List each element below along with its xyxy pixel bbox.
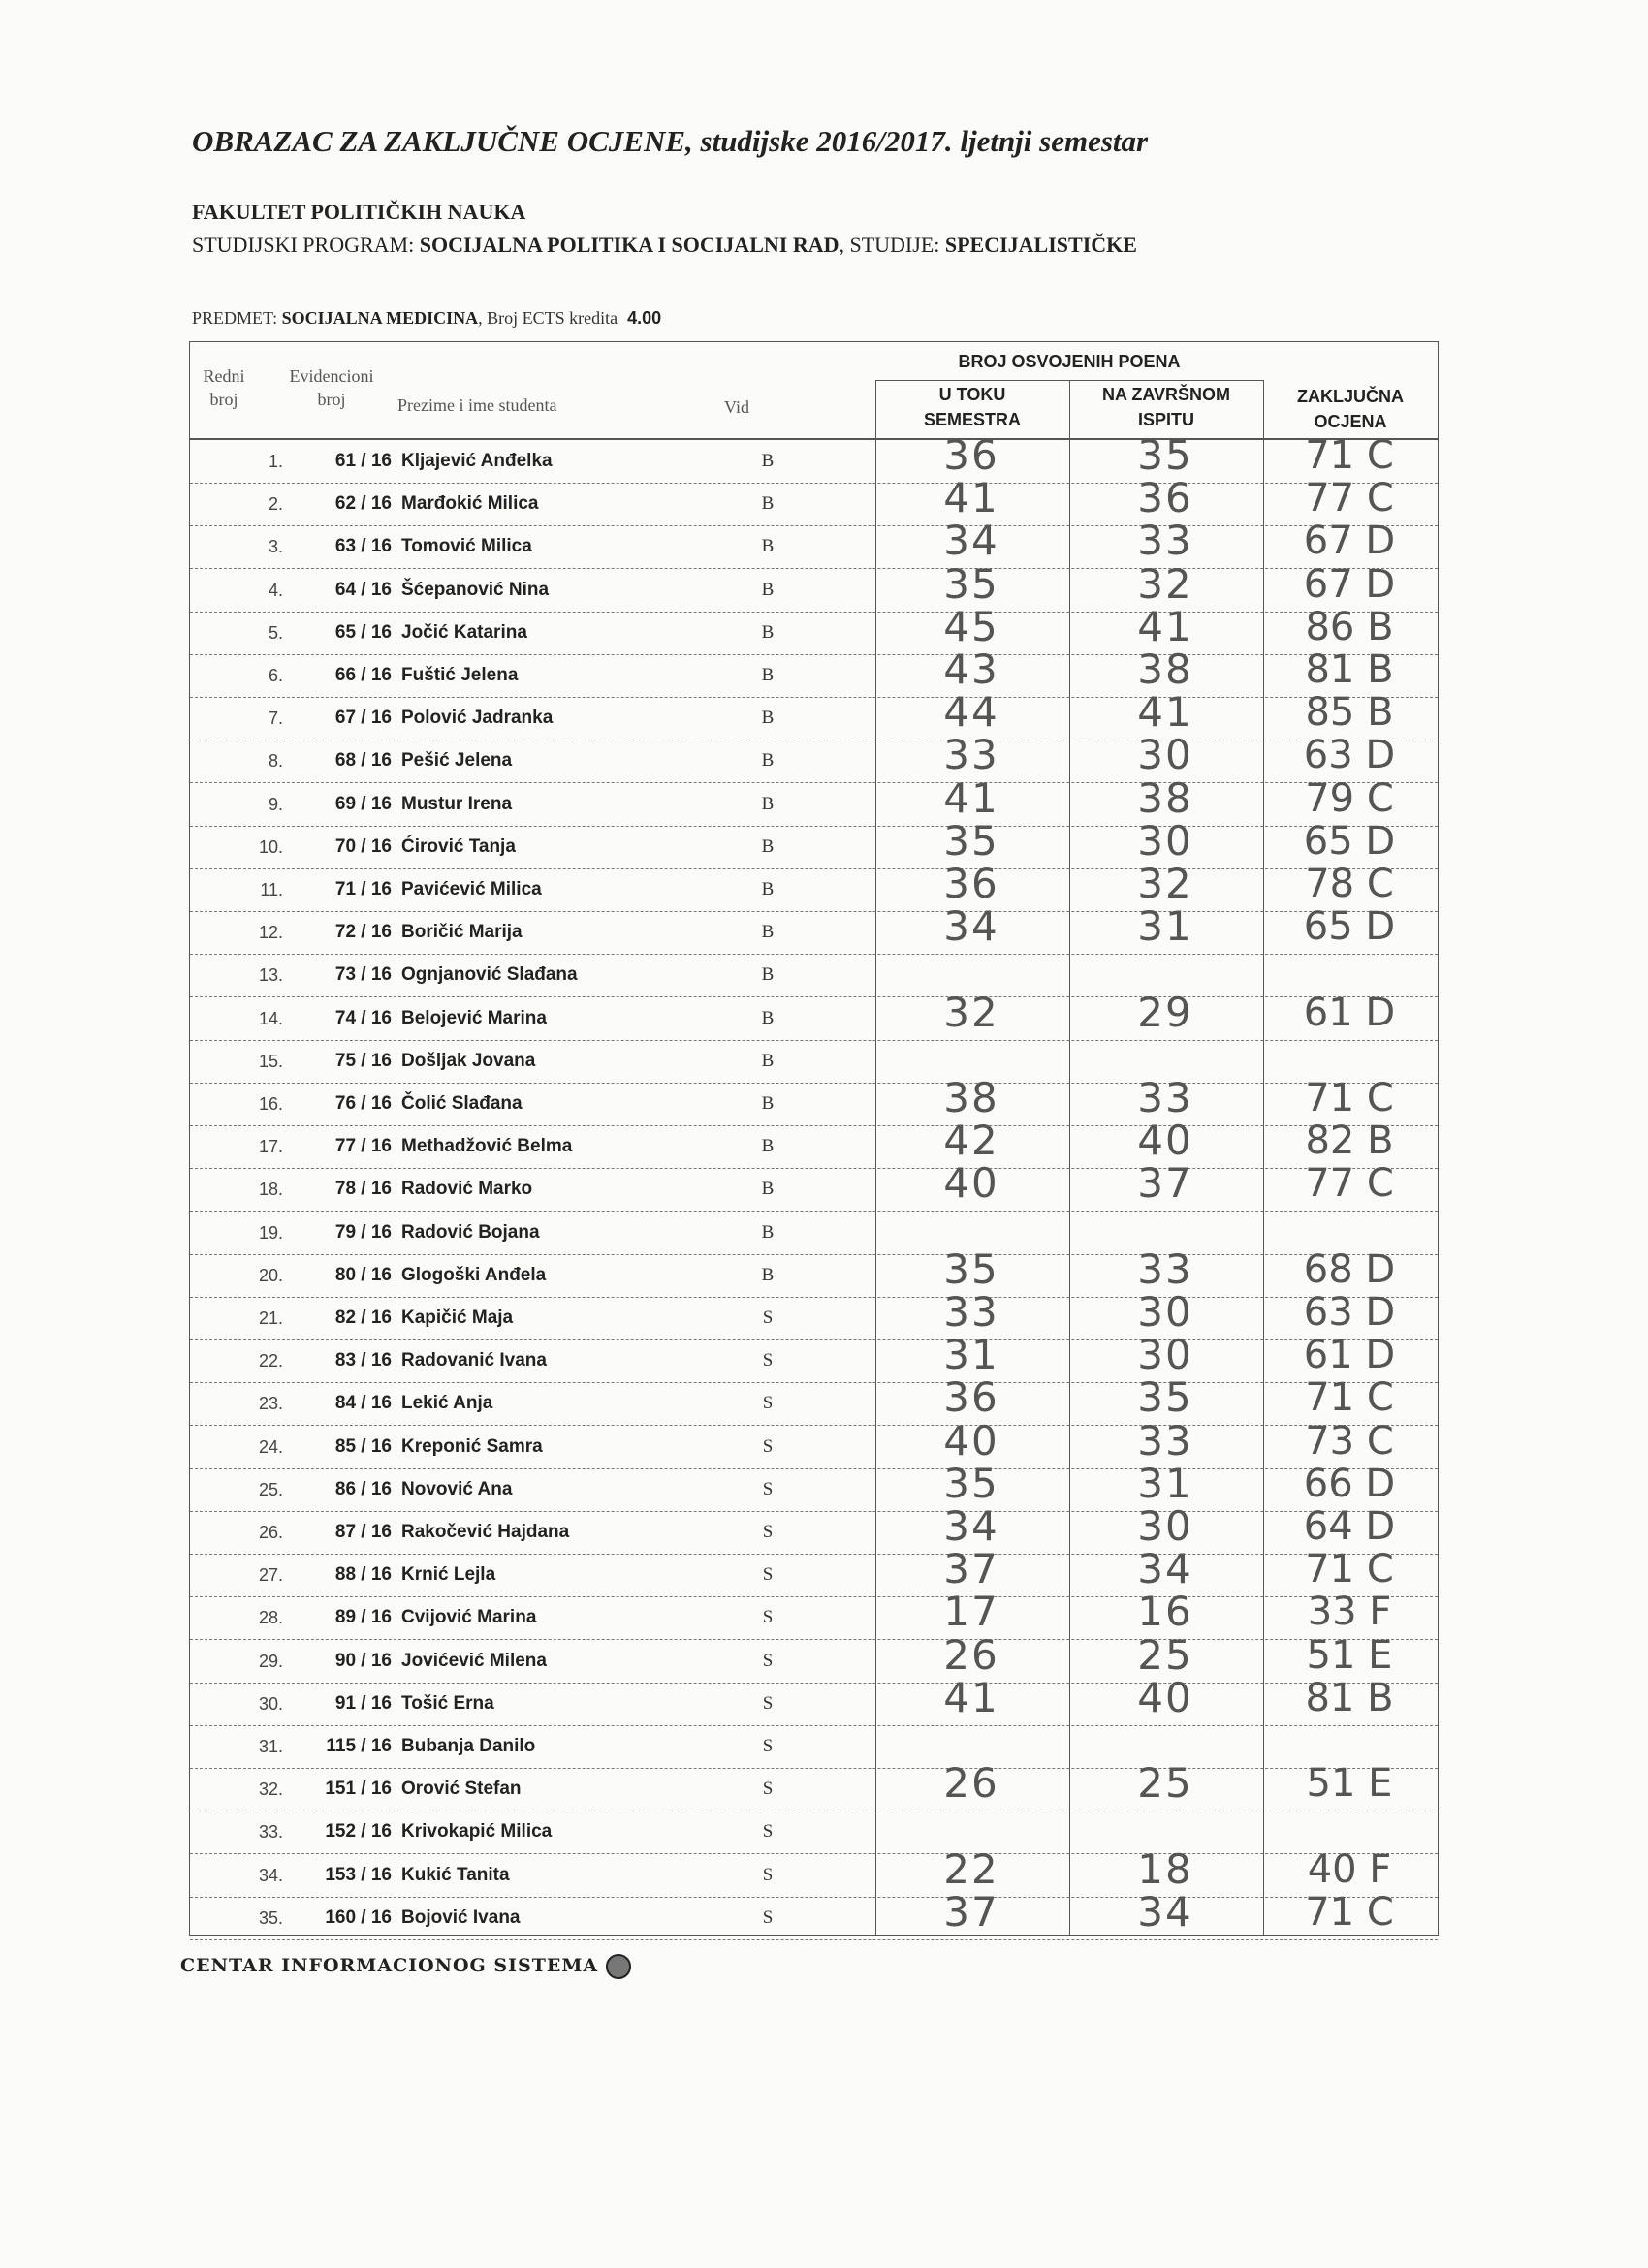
header-exam-points [1069, 382, 1263, 432]
row-number: 20. [258, 1266, 283, 1285]
semester-points: 36 [943, 431, 999, 479]
student-name: Tomović Milica [401, 536, 532, 556]
exam-points: 33 [1137, 517, 1193, 564]
record-number: 82 / 16 [334, 1307, 392, 1328]
record-number: 65 / 16 [334, 622, 392, 643]
study-mode: S [762, 1736, 774, 1756]
program-name: SOCIJALNA POLITIKA I SOCIJALNI RAD [419, 233, 840, 257]
row-number: 31. [258, 1737, 283, 1756]
row-number: 17. [258, 1137, 283, 1156]
row-number: 2. [268, 494, 283, 514]
table-row [186, 954, 1437, 996]
exam-points: 35 [1137, 431, 1193, 479]
study-mode: B [761, 1265, 775, 1285]
record-number: 87 / 16 [334, 1522, 392, 1542]
exam-points: 30 [1137, 1502, 1193, 1550]
study-mode: S [762, 1350, 774, 1370]
exam-points: 32 [1137, 860, 1193, 907]
student-name: Šćepanović Nina [401, 580, 550, 600]
row-number: 30. [258, 1694, 283, 1714]
final-grade: 86 B [1305, 605, 1394, 649]
semester-points: 41 [943, 1674, 999, 1721]
student-name: Polović Jadranka [401, 708, 554, 728]
semester-points: 33 [943, 1288, 999, 1336]
header-evidencioni-line1: Evidencioni [289, 366, 374, 386]
row-number: 8. [268, 751, 283, 771]
student-name: Orović Stefan [401, 1779, 522, 1799]
final-grade: 77 C [1305, 476, 1394, 520]
exam-points: 33 [1137, 1417, 1193, 1465]
table-row [186, 731, 1437, 782]
semester-points: 26 [943, 1759, 999, 1807]
header-evidencioni-broj [273, 364, 390, 411]
semester-points: 35 [943, 817, 999, 865]
record-number: 64 / 16 [334, 580, 392, 600]
semester-points: 37 [943, 1545, 999, 1592]
study-mode: B [761, 879, 775, 899]
semester-points: 33 [943, 731, 999, 778]
header-vid: Vid [724, 397, 749, 417]
exam-points [1068, 1719, 1262, 1762]
header-redni-line1: Redni [203, 366, 245, 386]
record-number: 151 / 16 [325, 1779, 392, 1799]
semester-points: 43 [943, 646, 999, 693]
table-row [186, 517, 1437, 568]
exam-points: 38 [1137, 646, 1193, 693]
study-mode: B [761, 665, 775, 685]
exam-points: 36 [1137, 474, 1193, 521]
row-number: 7. [268, 709, 283, 728]
subject-line [192, 308, 661, 329]
student-name: Boričić Marija [401, 922, 523, 942]
study-mode: B [761, 964, 775, 985]
semester-points: 35 [943, 1245, 999, 1293]
study-mode: S [762, 1693, 774, 1714]
record-number: 67 / 16 [334, 708, 392, 728]
record-number: 78 / 16 [334, 1179, 392, 1199]
study-mode: B [761, 1179, 775, 1199]
exam-points: 33 [1137, 1074, 1193, 1121]
row-number: 33. [258, 1822, 283, 1842]
final-grade: 66 D [1303, 1462, 1396, 1506]
faculty-name: FAKULTET POLITIČKIH NAUKA [192, 200, 526, 224]
table-row [186, 1888, 1437, 1939]
exam-points: 18 [1137, 1845, 1193, 1893]
student-name: Krivokapić Milica [401, 1821, 553, 1842]
header-final-line2: OCJENA [1314, 412, 1387, 431]
study-mode: S [762, 1821, 774, 1842]
final-grade: 77 C [1305, 1161, 1394, 1206]
footer-institution [180, 1954, 631, 1979]
studies-label: , STUDIJE: [839, 233, 940, 257]
student-name: Krnić Lejla [401, 1564, 496, 1585]
study-mode: B [761, 1051, 775, 1071]
student-name: Radović Marko [401, 1179, 533, 1199]
semester-points: 41 [943, 774, 999, 822]
student-name: Pešić Jelena [401, 750, 513, 771]
exam-points: 30 [1137, 1331, 1193, 1378]
header-final-grade [1263, 384, 1438, 434]
footer-text: CENTAR INFORMACIONOG SISTEMA [180, 1955, 599, 1976]
ects-label: , Broj ECTS kredita [478, 308, 618, 328]
study-mode: S [762, 1393, 774, 1413]
final-grade: 82 B [1305, 1118, 1394, 1163]
semester-points: 37 [943, 1888, 999, 1936]
semester-points: 36 [943, 1373, 999, 1421]
row-number: 3. [268, 537, 283, 556]
record-number: 74 / 16 [334, 1008, 392, 1028]
row-number: 5. [268, 623, 283, 643]
final-grade [1262, 1206, 1437, 1248]
record-number: 69 / 16 [334, 794, 392, 814]
final-grade: 68 D [1303, 1247, 1396, 1292]
final-grade: 79 C [1305, 776, 1394, 821]
exam-points: 16 [1137, 1588, 1193, 1635]
study-mode: B [761, 794, 775, 814]
row-number: 34. [258, 1866, 283, 1885]
record-number: 63 / 16 [334, 536, 392, 556]
row-number: 4. [268, 581, 283, 600]
record-number: 62 / 16 [334, 493, 392, 514]
study-mode: B [761, 622, 775, 643]
semester-points: 42 [943, 1117, 999, 1164]
student-name: Ćirović Tanja [401, 836, 516, 857]
final-grade: 65 D [1303, 819, 1396, 864]
study-mode: B [761, 451, 775, 471]
study-mode: B [761, 536, 775, 556]
study-mode: B [761, 1136, 775, 1156]
header-exam-line1: NA ZAVRŠNOM [1102, 385, 1230, 404]
row-number: 12. [258, 923, 283, 942]
row-number: 9. [268, 795, 283, 814]
study-mode: S [762, 1436, 774, 1457]
semester-points: 36 [943, 860, 999, 907]
student-name: Pavićević Milica [401, 879, 542, 899]
final-grade: 40 F [1307, 1847, 1392, 1892]
semester-points: 32 [943, 989, 999, 1036]
exam-points: 29 [1137, 989, 1193, 1036]
semester-points: 22 [943, 1845, 999, 1893]
row-divider [190, 1939, 1438, 1940]
study-mode: S [762, 1907, 774, 1928]
exam-points: 41 [1137, 603, 1193, 650]
record-number: 61 / 16 [334, 451, 392, 471]
student-name: Methadžović Belma [401, 1136, 573, 1156]
study-mode: B [761, 836, 775, 857]
study-mode: B [761, 1222, 775, 1243]
student-name: Mustur Irena [401, 794, 513, 814]
exam-points: 40 [1137, 1674, 1193, 1721]
record-number: 160 / 16 [325, 1907, 392, 1928]
exam-points: 37 [1137, 1159, 1193, 1207]
record-number: 91 / 16 [334, 1693, 392, 1714]
final-grade: 67 D [1303, 519, 1396, 563]
exam-points: 30 [1137, 1288, 1193, 1336]
row-number: 16. [258, 1094, 283, 1114]
semester-points: 44 [943, 688, 999, 736]
student-name: Ognjanović Slađana [401, 964, 578, 985]
study-mode: B [761, 580, 775, 600]
final-grade: 63 D [1303, 733, 1396, 777]
student-name: Došljak Jovana [401, 1051, 536, 1071]
record-number: 77 / 16 [334, 1136, 392, 1156]
final-grade: 61 D [1303, 991, 1396, 1035]
student-name: Kljajević Anđelka [401, 451, 553, 471]
exam-points: 34 [1137, 1888, 1193, 1936]
subject-name: SOCIJALNA MEDICINA [281, 308, 479, 328]
final-grade: 51 E [1306, 1633, 1393, 1678]
student-name: Čolić Slađana [401, 1093, 523, 1114]
header-semester-line1: U TOKU [938, 385, 1006, 404]
record-number: 153 / 16 [325, 1865, 392, 1885]
final-grade: 78 C [1305, 862, 1394, 906]
final-grade: 85 B [1305, 690, 1394, 735]
final-grade: 64 D [1303, 1504, 1396, 1549]
record-number: 70 / 16 [334, 836, 392, 857]
program-label: STUDIJSKI PROGRAM: [192, 233, 415, 257]
exam-points: 34 [1137, 1545, 1193, 1592]
semester-points: 38 [943, 1074, 999, 1121]
student-name: Tošić Erna [401, 1693, 494, 1714]
studies-name: SPECIJALISTIČKE [944, 233, 1137, 257]
student-name: Bojović Ivana [401, 1907, 521, 1928]
record-number: 86 / 16 [334, 1479, 392, 1499]
row-number: 15. [258, 1052, 283, 1071]
final-grade: 61 D [1303, 1333, 1396, 1377]
institution-logo-icon [606, 1954, 631, 1979]
final-grade: 81 B [1305, 647, 1394, 692]
semester-points: 31 [943, 1331, 999, 1378]
study-mode: S [762, 1307, 774, 1328]
study-mode: B [761, 750, 775, 771]
row-number: 22. [258, 1351, 283, 1370]
final-grade: 71 C [1305, 433, 1394, 478]
header-exam-line2: ISPITU [1137, 410, 1194, 429]
exam-points [1068, 1805, 1262, 1847]
record-number: 85 / 16 [334, 1436, 392, 1457]
table-row [186, 1588, 1437, 1639]
record-number: 152 / 16 [325, 1821, 392, 1842]
student-name: Belojević Marina [401, 1008, 547, 1028]
header-semester-line2: SEMESTRA [923, 410, 1021, 429]
exam-points: 41 [1137, 688, 1193, 736]
student-name: Cvijović Marina [401, 1607, 537, 1627]
record-number: 76 / 16 [334, 1093, 392, 1114]
final-grade [1262, 1034, 1437, 1077]
header-evidencioni-line2: broj [317, 390, 346, 409]
exam-points [1068, 948, 1262, 991]
subject-label: PREDMET: [192, 308, 278, 328]
table-row [186, 1373, 1437, 1425]
exam-points: 30 [1137, 817, 1193, 865]
student-name: Novović Ana [401, 1479, 513, 1499]
final-grade [1262, 1719, 1437, 1762]
student-name: Kukić Tanita [401, 1865, 510, 1885]
final-grade: 65 D [1303, 904, 1396, 949]
record-number: 73 / 16 [334, 964, 392, 985]
student-name: Fuštić Jelena [401, 665, 519, 685]
student-name: Glogoški Anđela [401, 1265, 547, 1285]
study-mode: S [762, 1865, 774, 1885]
header-points-group: BROJ OSVOJENIH POENA [958, 352, 1181, 371]
row-number: 6. [268, 666, 283, 685]
ects-value: 4.00 [627, 308, 662, 328]
row-number: 25. [258, 1480, 283, 1499]
table-row [186, 1159, 1437, 1211]
student-name: Kreponić Samra [401, 1436, 543, 1457]
exam-points [1068, 1034, 1262, 1077]
semester-points: 17 [943, 1588, 999, 1635]
exam-points: 33 [1137, 1245, 1193, 1293]
header-final-line1: ZAKLJUČNA [1297, 387, 1404, 406]
student-name: Radović Bojana [401, 1222, 540, 1243]
record-number: 90 / 16 [334, 1651, 392, 1671]
row-number: 13. [258, 965, 283, 985]
final-grade: 81 B [1305, 1676, 1394, 1720]
semester-points: 34 [943, 517, 999, 564]
row-number: 18. [258, 1180, 283, 1199]
row-number: 26. [258, 1523, 283, 1542]
row-number: 21. [258, 1308, 283, 1328]
record-number: 68 / 16 [334, 750, 392, 771]
record-number: 80 / 16 [334, 1265, 392, 1285]
semester-points [874, 1206, 1068, 1248]
record-number: 71 / 16 [334, 879, 392, 899]
row-number: 23. [258, 1394, 283, 1413]
semester-points: 40 [943, 1417, 999, 1465]
study-mode: S [762, 1779, 774, 1799]
final-grade: 71 C [1305, 1890, 1394, 1935]
row-number: 24. [258, 1437, 283, 1457]
student-name: Kapičić Maja [401, 1307, 514, 1328]
student-name: Lekić Anja [401, 1393, 493, 1413]
exam-points: 25 [1137, 1631, 1193, 1679]
semester-points [874, 1034, 1068, 1077]
row-number: 27. [258, 1565, 283, 1585]
header-redni-line2: broj [209, 390, 238, 409]
final-grade: 51 E [1306, 1761, 1393, 1806]
header-student-name: Prezime i ime studenta [397, 395, 557, 415]
study-mode: S [762, 1479, 774, 1499]
final-grade: 33 F [1307, 1590, 1392, 1634]
exam-points: 40 [1137, 1117, 1193, 1164]
record-number: 72 / 16 [334, 922, 392, 942]
study-mode: S [762, 1651, 774, 1671]
row-number: 28. [258, 1608, 283, 1627]
record-number: 84 / 16 [334, 1393, 392, 1413]
record-number: 89 / 16 [334, 1607, 392, 1627]
study-mode: S [762, 1564, 774, 1585]
row-number: 19. [258, 1223, 283, 1243]
student-name: Rakočević Hajdana [401, 1522, 570, 1542]
exam-points: 25 [1137, 1759, 1193, 1807]
final-grade: 71 C [1305, 1547, 1394, 1591]
table-row [186, 1811, 1437, 1853]
row-number: 14. [258, 1009, 283, 1028]
study-mode: S [762, 1522, 774, 1542]
study-mode: S [762, 1607, 774, 1627]
document-title: OBRAZAC ZA ZAKLJUČNE OCJENE, studijske 2016/2017. ljetnji semestar [192, 124, 1149, 158]
row-number: 35. [258, 1908, 283, 1928]
study-mode: B [761, 1008, 775, 1028]
semester-points: 41 [943, 474, 999, 521]
semester-points [874, 1805, 1068, 1847]
final-grade: 67 D [1303, 562, 1396, 607]
semester-points [874, 948, 1068, 991]
study-mode: B [761, 922, 775, 942]
semester-points: 40 [943, 1159, 999, 1207]
record-number: 66 / 16 [334, 665, 392, 685]
study-mode: B [761, 493, 775, 514]
header-semester-points [875, 382, 1069, 432]
semester-points: 34 [943, 902, 999, 950]
record-number: 79 / 16 [334, 1222, 392, 1243]
student-name: Jočić Katarina [401, 622, 527, 643]
student-name: Marđokić Milica [401, 493, 539, 514]
semester-points [874, 1719, 1068, 1762]
exam-points: 35 [1137, 1373, 1193, 1421]
final-grade [1262, 948, 1437, 991]
row-number: 10. [258, 837, 283, 857]
record-number: 75 / 16 [334, 1051, 392, 1071]
exam-points: 32 [1137, 560, 1193, 608]
row-number: 32. [258, 1780, 283, 1799]
header-redni-broj [190, 364, 258, 411]
student-name: Radovanić Ivana [401, 1350, 547, 1370]
semester-points: 35 [943, 1460, 999, 1507]
semester-points: 26 [943, 1631, 999, 1679]
semester-points: 34 [943, 1502, 999, 1550]
final-grade: 71 C [1305, 1375, 1394, 1420]
record-number: 115 / 16 [326, 1736, 392, 1756]
exam-points: 38 [1137, 774, 1193, 822]
exam-points [1068, 1206, 1262, 1248]
row-number: 11. [260, 880, 283, 899]
semester-points: 45 [943, 603, 999, 650]
study-mode: B [761, 1093, 775, 1114]
exam-points: 30 [1137, 731, 1193, 778]
semester-points: 35 [943, 560, 999, 608]
exam-points: 31 [1137, 1460, 1193, 1507]
study-mode: B [761, 708, 775, 728]
record-number: 88 / 16 [334, 1564, 392, 1585]
final-grade: 73 C [1305, 1419, 1394, 1464]
row-number: 29. [258, 1652, 283, 1671]
exam-points: 31 [1137, 902, 1193, 950]
row-number: 1. [268, 452, 283, 471]
final-grade [1262, 1805, 1437, 1847]
final-grade: 63 D [1303, 1290, 1396, 1335]
final-grade: 71 C [1305, 1076, 1394, 1120]
student-name: Bubanja Danilo [401, 1736, 536, 1756]
student-name: Jovićević Milena [401, 1651, 547, 1671]
study-program-line [192, 233, 1137, 258]
record-number: 83 / 16 [334, 1350, 392, 1370]
